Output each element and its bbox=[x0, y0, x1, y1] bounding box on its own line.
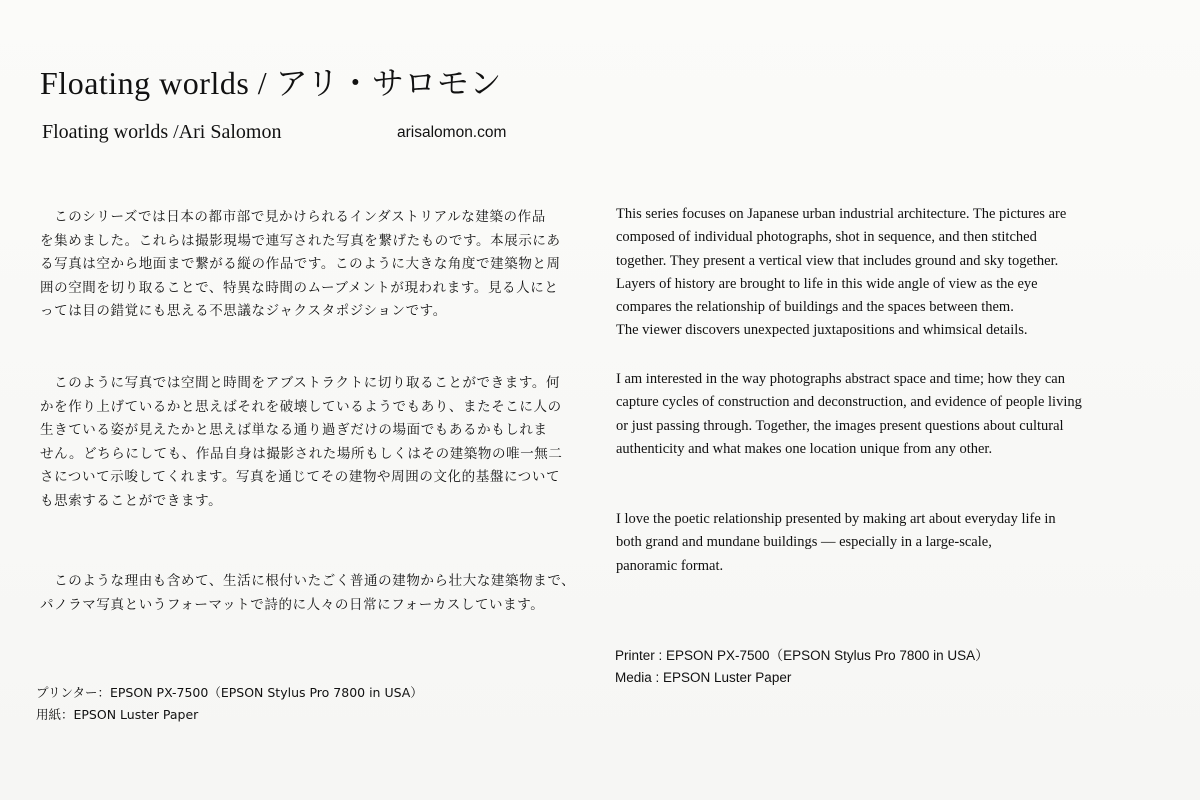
page-title: Floating worlds / アリ・サロモン bbox=[40, 65, 502, 101]
text-line: このシリーズでは日本の都市部で見かけられるインダストリアルな建築の作品 bbox=[40, 209, 546, 225]
text-line: I am interested in the way photographs abstract space and time; how they can bbox=[616, 371, 1065, 387]
media-info: 用紙：EPSON Luster Paper bbox=[36, 707, 199, 722]
text-line: を集めました。これらは撮影現場で連写された写真を繋げたものです。本展示にあ bbox=[40, 232, 561, 249]
text-line: る写真は空から地面まで繋がる縦の作品です。このように大きな角度で建築物と周 bbox=[40, 256, 561, 272]
text-line: Layers of history are brought to life in this wide angle of view as the eye bbox=[616, 275, 1038, 292]
website-url: arisalomon.com bbox=[397, 124, 507, 141]
text-line: or just passing through. Together, the images present questions about cultural bbox=[616, 417, 1064, 434]
text-line: かを作り上げているかと思えばそれを破壊しているようでもあり、またそこに人の bbox=[40, 398, 562, 415]
text-line: This series focuses on Japanese urban industrial architecture. The pictures are bbox=[616, 206, 1067, 222]
text-line: 生きている姿が見えたかと思えば単なる通り過ぎだけの場面でもあるかもしれま bbox=[40, 422, 548, 438]
japanese-paragraph-3 bbox=[40, 570, 575, 617]
media-info: Media : EPSON Luster Paper bbox=[615, 670, 792, 685]
japanese-paragraph-1 bbox=[40, 206, 561, 324]
printer-info: Printer : EPSON PX-7500（EPSON Stylus Pro 7800 in USA） bbox=[615, 648, 989, 663]
japanese-print-info bbox=[36, 682, 423, 726]
text-line: さについて示唆してくれます。写真を通じてその建物や周囲の文化的基盤について bbox=[40, 469, 561, 485]
text-line: capture cycles of construction and deconstruction, and evidence of people living bbox=[616, 394, 1082, 411]
text-line: authenticity and what makes one location unique from any other. bbox=[616, 440, 993, 457]
text-line: composed of individual photographs, shot in sequence, and then stitched bbox=[616, 229, 1037, 246]
text-line: 囲の空間を切り取ることで、特異な時間のムーブメントが現われます。見る人にと bbox=[40, 279, 559, 296]
english-print-info bbox=[615, 645, 989, 689]
english-paragraph-1 bbox=[616, 203, 1066, 343]
text-line: compares the relationship of buildings and the spaces between them. bbox=[616, 299, 1014, 316]
text-line: も思索することができます。 bbox=[40, 492, 223, 509]
text-line: The viewer discovers unexpected juxtapositions and whimsical details. bbox=[616, 322, 1028, 339]
text-line: both grand and mundane buildings — especially in a large-scale, bbox=[616, 534, 992, 551]
text-line: っては目の錯覚にも思える不思議なジャクスタポジションです。 bbox=[40, 303, 447, 319]
english-paragraph-3 bbox=[616, 508, 1056, 578]
text-line: せん。どちらにしても、作品自身は撮影された場所もしくはその建築物の唯一無二 bbox=[40, 445, 563, 462]
text-line: このように写真では空間と時間をアブストラクトに切り取ることができます。何 bbox=[40, 375, 561, 391]
printer-info: プリンター：EPSON PX-7500（EPSON Stylus Pro 7800 in USA） bbox=[36, 685, 423, 700]
text-line: I love the poetic relationship presented by making art about everyday life in bbox=[616, 511, 1056, 527]
text-line: このような理由も含めて、生活に根付いたごく普通の建物から壮大な建築物まで、 bbox=[40, 573, 576, 589]
text-line: panoramic format. bbox=[616, 557, 724, 574]
text-line: パノラマ写真というフォーマットで詩的に人々の日常にフォーカスしています。 bbox=[40, 596, 545, 613]
english-paragraph-2 bbox=[616, 368, 1082, 461]
page-subtitle: Floating worlds /Ari Salomon bbox=[42, 121, 282, 143]
japanese-paragraph-2 bbox=[40, 372, 563, 513]
text-line: together. They present a vertical view that includes ground and sky together. bbox=[616, 252, 1059, 269]
